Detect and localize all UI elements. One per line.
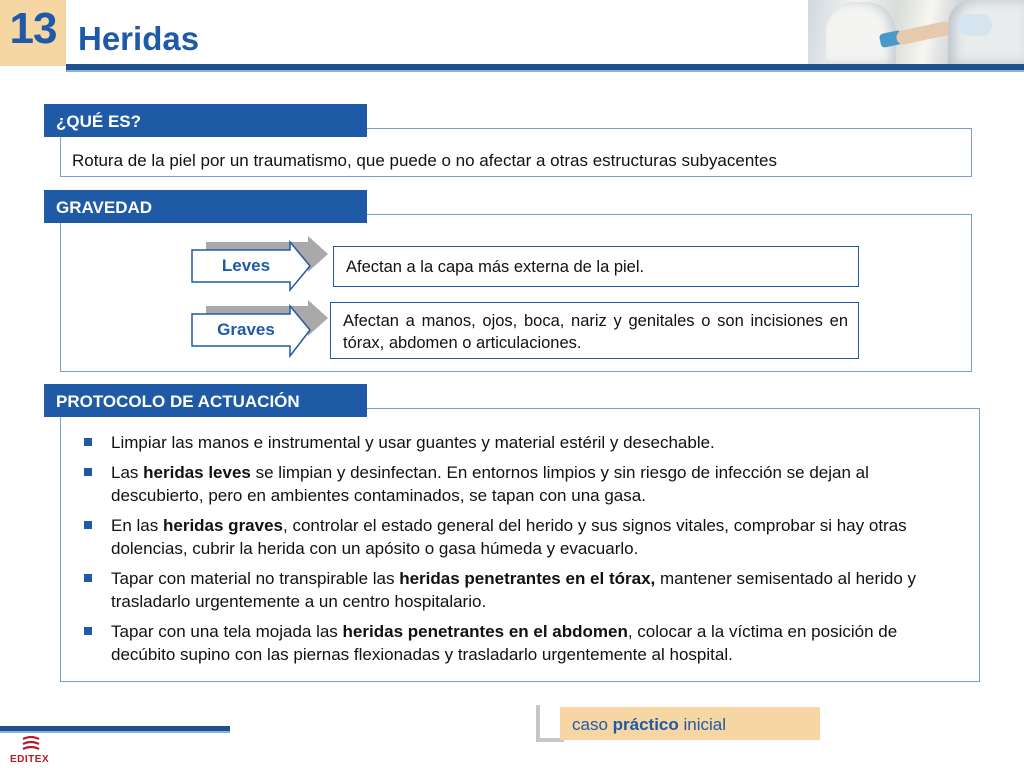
gravedad-tab: GRAVEDAD [44, 190, 367, 223]
graves-label: Graves [217, 320, 275, 339]
protocolo-tab: PROTOCOLO DE ACTUACIÓN [44, 384, 367, 417]
list-item: Tapar con material no transpirable las heridas penetrantes en el tórax, mantener semisentado al herido y trasladarlo urgentemente a un centro hospitalario. [84, 567, 964, 614]
list-item: Las heridas leves se limpian y desinfectan. En entornos limpios y sin riesgo de infección se dejan al descubierto, pero en ambientes contaminados, se tapan con una gasa. [84, 461, 964, 508]
list-item: En las heridas graves, controlar el estado general del herido y sus signos vitales, comprobar si hay otras dolencias, cubrir la herida con un apósito o gasa húmeda y evacuarlo. [84, 514, 964, 561]
leves-description: Afectan a la capa más externa de la piel. [333, 246, 859, 287]
footer-rule-light [0, 731, 230, 733]
page-title: Heridas [78, 20, 200, 57]
leves-label: Leves [221, 256, 271, 275]
photo-hand [895, 20, 953, 45]
editex-logo-text: EDITEX [10, 754, 50, 765]
square-bullet-icon [84, 627, 92, 635]
que-es-tab: ¿QUÉ ES? [44, 104, 367, 137]
editex-logo-icon [20, 736, 42, 752]
list-item: Limpiar las manos e instrumental y usar guantes y material estéril y desechable. [84, 431, 964, 455]
header-photo [808, 0, 1024, 64]
square-bullet-icon [84, 438, 92, 446]
caso-practico-label: caso práctico inicial [560, 707, 820, 740]
list-item: Tapar con una tela mojada las heridas penetrantes en el abdomen, colocar a la víctima en posición de decúbito supino con las piernas flexionadas y trasladarlo urgentemente al hospital. [84, 620, 964, 667]
graves-description: Afectan a manos, ojos, boca, nariz y genitales o son incisiones en tórax, abdomen o articulaciones. [330, 302, 859, 359]
square-bullet-icon [84, 574, 92, 582]
protocolo-list [84, 431, 964, 673]
editex-logo [10, 736, 50, 766]
photo-glove [958, 14, 992, 36]
chapter-number: 13 [9, 4, 57, 53]
definition-text: Rotura de la piel por un traumatismo, que puede o no afectar a otras estructuras subyacentes [72, 151, 777, 170]
square-bullet-icon [84, 521, 92, 529]
header-rule-light [66, 70, 1024, 72]
caso-practico-button[interactable] [536, 705, 820, 742]
chapter-badge [0, 0, 66, 66]
square-bullet-icon [84, 468, 92, 476]
